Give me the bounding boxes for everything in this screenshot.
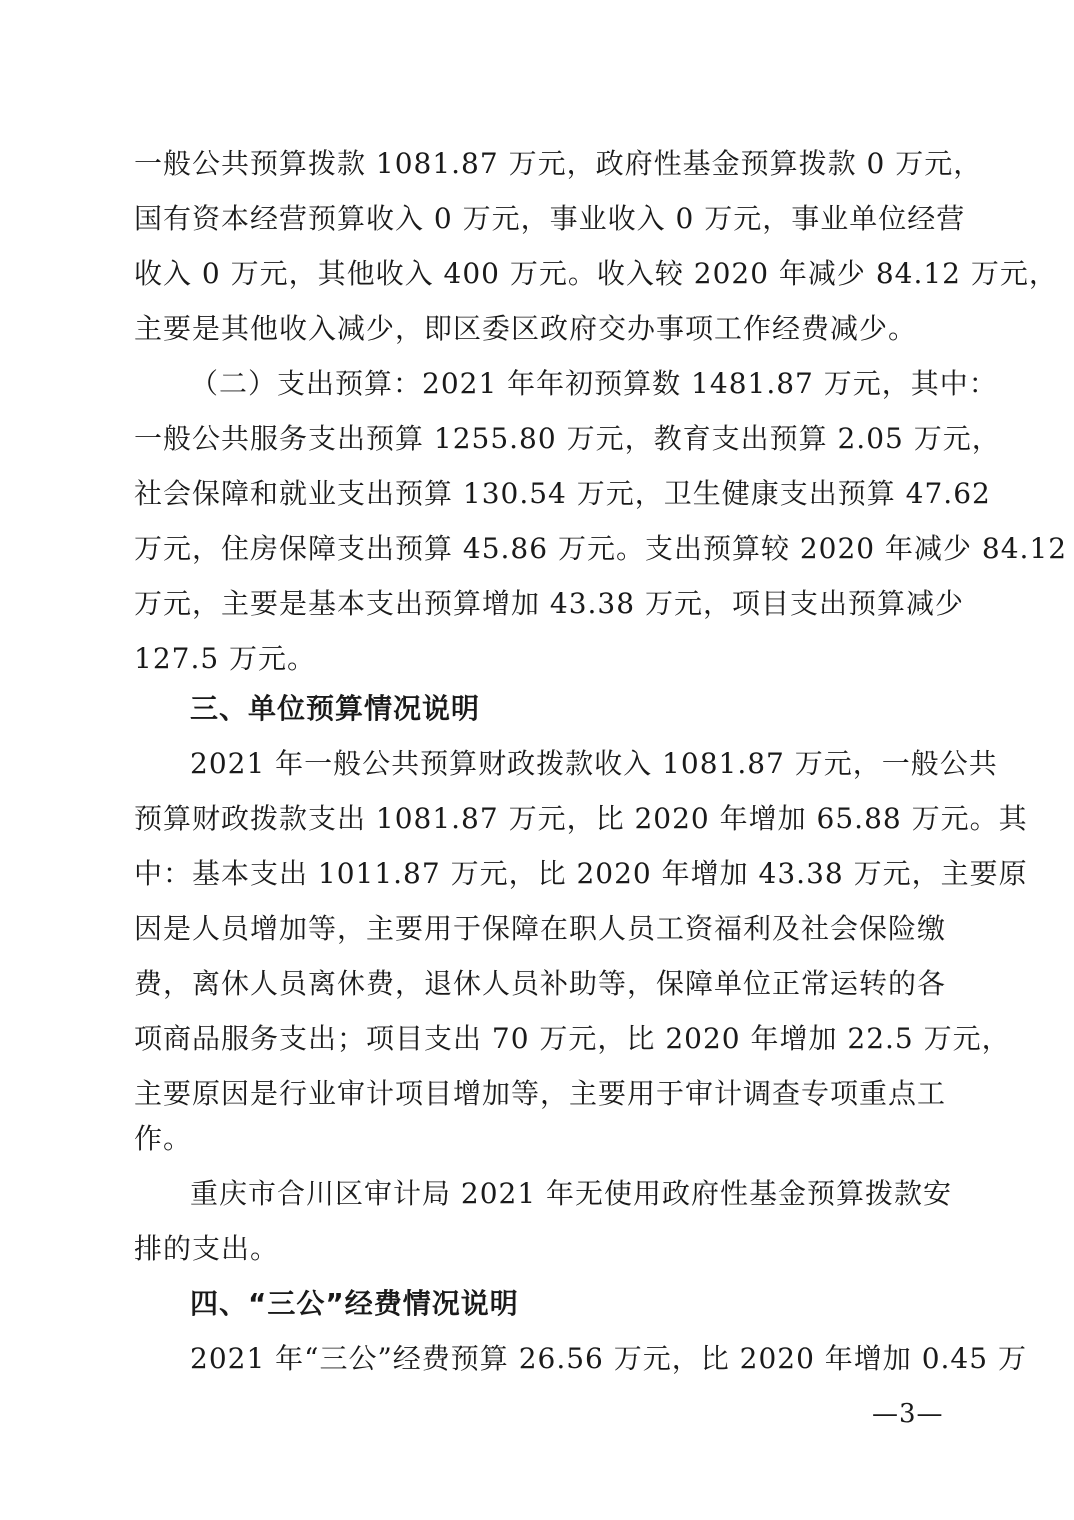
section-heading: 四、“三公”经费情况说明 bbox=[190, 1287, 519, 1320]
paragraph-line: 中：基本支出 1011.87 万元，比 2020 年增加 43.38 万元，主要原 bbox=[134, 857, 1028, 890]
paragraph-line: 重庆市合川区审计局 2021 年无使用政府性基金预算拨款安 bbox=[190, 1177, 953, 1210]
paragraph-line: 万元，主要是基本支出预算增加 43.38 万元，项目支出预算减少 bbox=[134, 587, 964, 620]
paragraph-line: 排的支出。 bbox=[134, 1232, 280, 1265]
paragraph-line: 作。 bbox=[134, 1122, 193, 1155]
paragraph-line: 万元，住房保障支出预算 45.86 万元。支出预算较 2020 年减少 84.12 bbox=[134, 532, 1068, 565]
paragraph-line: 费，离休人员离休费，退休人员补助等，保障单位正常运转的各 bbox=[134, 967, 947, 1000]
page-number: —3— bbox=[872, 1399, 944, 1429]
section-heading: 三、单位预算情况说明 bbox=[190, 692, 481, 725]
paragraph-line: 项商品服务支出；项目支出 70 万元，比 2020 年增加 22.5 万元， bbox=[134, 1022, 1011, 1055]
paragraph-line: 127.5 万元。 bbox=[134, 642, 317, 675]
paragraph-line: 2021 年“三公”经费预算 26.56 万元，比 2020 年增加 0.45 万 bbox=[190, 1342, 1027, 1375]
paragraph-line: 一般公共服务支出预算 1255.80 万元，教育支出预算 2.05 万元， bbox=[134, 422, 1001, 455]
paragraph-line: 社会保障和就业支出预算 130.54 万元，卫生健康支出预算 47.62 bbox=[134, 477, 991, 510]
paragraph-line: 2021 年一般公共预算财政拨款收入 1081.87 万元，一般公共 bbox=[190, 747, 998, 780]
paragraph-line: 预算财政拨款支出 1081.87 万元，比 2020 年增加 65.88 万元。其 bbox=[134, 802, 1028, 835]
paragraph-line: 国有资本经营预算收入 0 万元，事业收入 0 万元，事业单位经营 bbox=[134, 202, 966, 235]
paragraph-line: 一般公共预算拨款 1081.87 万元，政府性基金预算拨款 0 万元， bbox=[134, 147, 983, 180]
paragraph-line: 因是人员增加等，主要用于保障在职人员工资福利及社会保险缴 bbox=[134, 912, 947, 945]
paragraph-line: 主要是其他收入减少，即区委区政府交办事项工作经费减少。 bbox=[134, 312, 918, 345]
paragraph-line: 主要原因是行业审计项目增加等，主要用于审计调查专项重点工 bbox=[134, 1077, 947, 1110]
paragraph-line: 收入 0 万元，其他收入 400 万元。收入较 2020 年减少 84.12 万元， bbox=[134, 257, 1058, 290]
paragraph-line: （二）支出预算：2021 年年初预算数 1481.87 万元，其中： bbox=[190, 367, 998, 400]
